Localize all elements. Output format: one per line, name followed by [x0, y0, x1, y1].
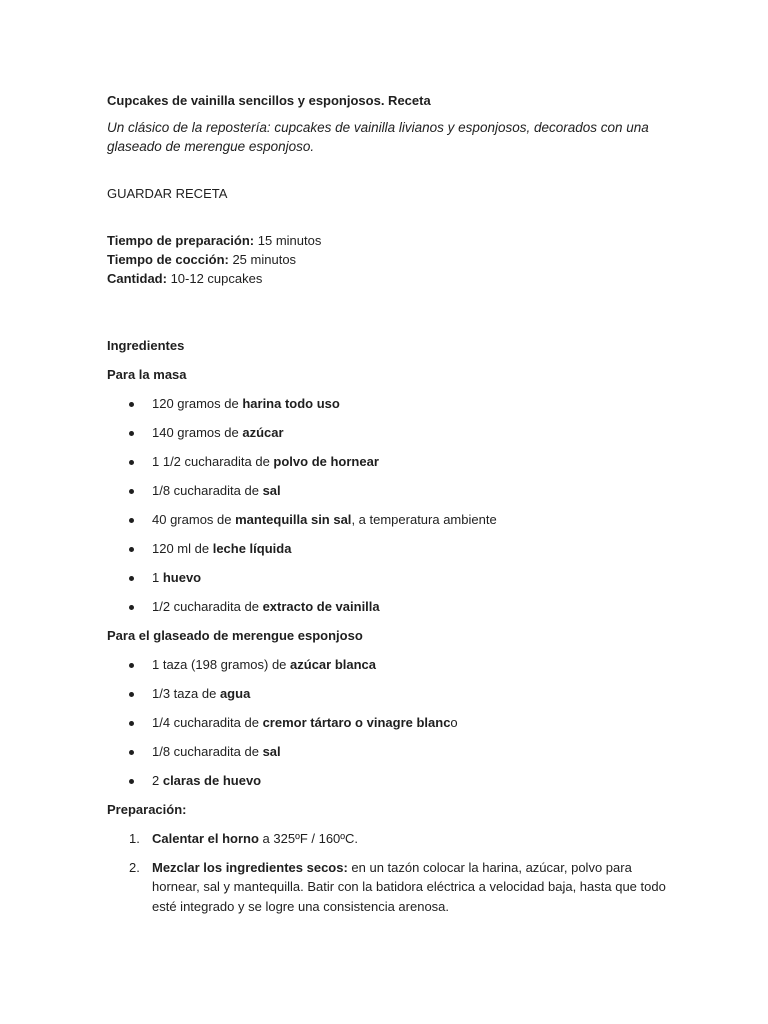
recipe-meta	[107, 231, 667, 288]
ingredient-item	[107, 394, 667, 414]
ingredients-heading: Ingredientes	[107, 338, 185, 353]
recipe-subtitle: Un clásico de la repostería: cupcakes de vainilla livianos y esponjosos, decorados con una glaseado de merengue esponjoso.	[107, 120, 649, 154]
bullet-icon	[129, 489, 134, 494]
bold-text: azúcar blanca	[290, 657, 377, 672]
ingredient-item	[107, 452, 667, 472]
bold-text: sal	[262, 483, 281, 498]
ingredient-item	[107, 481, 667, 501]
recipe-document	[107, 91, 667, 916]
step-number: 1.	[129, 831, 140, 846]
bold-text: extracto de vainilla	[262, 599, 380, 614]
bullet-icon	[129, 518, 134, 523]
bold-text: polvo de hornear	[273, 454, 379, 469]
meta-label: Tiempo de cocción:	[107, 252, 229, 267]
text: en un tazón colocar la harina, azúcar, polvo para hornear, sal y mantequilla. Batir con la batidora eléctrica a velocidad baja, hasta que todo esté integrado y se logre una consistencia arenosa.	[152, 859, 666, 914]
text: 2	[152, 773, 163, 788]
meta-value: 15 minutos	[254, 233, 322, 248]
prep-time	[107, 231, 667, 250]
text: 1/2 cucharadita de	[152, 599, 263, 614]
preparation-steps	[107, 829, 667, 916]
bullet-icon	[129, 605, 134, 610]
ingredient-item	[107, 597, 667, 617]
ingredient-item	[107, 684, 667, 704]
ingredient-item	[107, 713, 667, 733]
bullet-icon	[129, 460, 134, 465]
meta-label: Cantidad:	[107, 271, 167, 286]
section-heading-dough: Para la masa	[107, 367, 187, 382]
bullet-icon	[129, 576, 134, 581]
frosting-ingredient-list	[107, 655, 667, 791]
ingredient-item	[107, 423, 667, 443]
text: 1	[152, 570, 163, 585]
text: 1/4 cucharadita de	[152, 715, 263, 730]
bullet-icon	[129, 779, 134, 784]
preparation-step	[107, 858, 667, 917]
preparation-step	[107, 829, 667, 849]
recipe-title: Cupcakes de vainilla sencillos y esponjosos. Receta	[107, 93, 431, 108]
text: , a temperatura ambiente	[351, 512, 497, 527]
bold-text: mantequilla sin sal	[235, 512, 352, 527]
text: 120 gramos de	[152, 396, 243, 411]
bold-text: harina todo uso	[242, 396, 340, 411]
bullet-icon	[129, 402, 134, 407]
meta-value: 10-12 cupcakes	[166, 271, 263, 286]
text: 1 taza (198 gramos) de	[152, 657, 291, 672]
bold-text: Calentar el horno	[152, 831, 259, 846]
text: 1/8 cucharadita de	[152, 744, 263, 759]
bold-text: azúcar	[242, 425, 284, 440]
bold-text: agua	[219, 686, 251, 701]
text: 1 1/2 cucharadita de	[152, 454, 274, 469]
ingredient-item	[107, 655, 667, 675]
ingredient-item	[107, 742, 667, 762]
bold-text: cremor tártaro o vinagre blanc	[262, 715, 451, 730]
bullet-icon	[129, 547, 134, 552]
bullet-icon	[129, 663, 134, 668]
meta-label: Tiempo de preparación:	[107, 233, 255, 248]
bold-text: claras de huevo	[162, 773, 262, 788]
text: 1/8 cucharadita de	[152, 483, 263, 498]
ingredient-item	[107, 568, 667, 588]
section-heading-frosting: Para el glaseado de merengue esponjoso	[107, 628, 363, 643]
ingredient-item	[107, 771, 667, 791]
bold-text: sal	[262, 744, 281, 759]
bullet-icon	[129, 692, 134, 697]
bold-text: Mezclar los ingredientes secos:	[152, 859, 348, 875]
text: 120 ml de	[152, 541, 213, 556]
bold-text: leche líquida	[212, 541, 292, 556]
ingredient-item	[107, 539, 667, 559]
step-number: 2.	[129, 859, 140, 875]
bullet-icon	[129, 721, 134, 726]
cook-time	[107, 250, 667, 269]
ingredient-item	[107, 510, 667, 530]
dough-ingredient-list	[107, 394, 667, 617]
text: o	[450, 715, 458, 730]
bullet-icon	[129, 431, 134, 436]
preparation-heading: Preparación:	[107, 802, 187, 817]
meta-value: 25 minutos	[228, 252, 297, 267]
text: 140 gramos de	[152, 425, 243, 440]
text: 40 gramos de	[152, 512, 236, 527]
bold-text: huevo	[162, 570, 202, 585]
bullet-icon	[129, 750, 134, 755]
text: a 325ºF / 160ºC.	[258, 831, 359, 846]
text: 1/3 taza de	[152, 686, 220, 701]
save-recipe-link[interactable]: GUARDAR RECETA	[107, 186, 228, 201]
yield	[107, 269, 667, 288]
